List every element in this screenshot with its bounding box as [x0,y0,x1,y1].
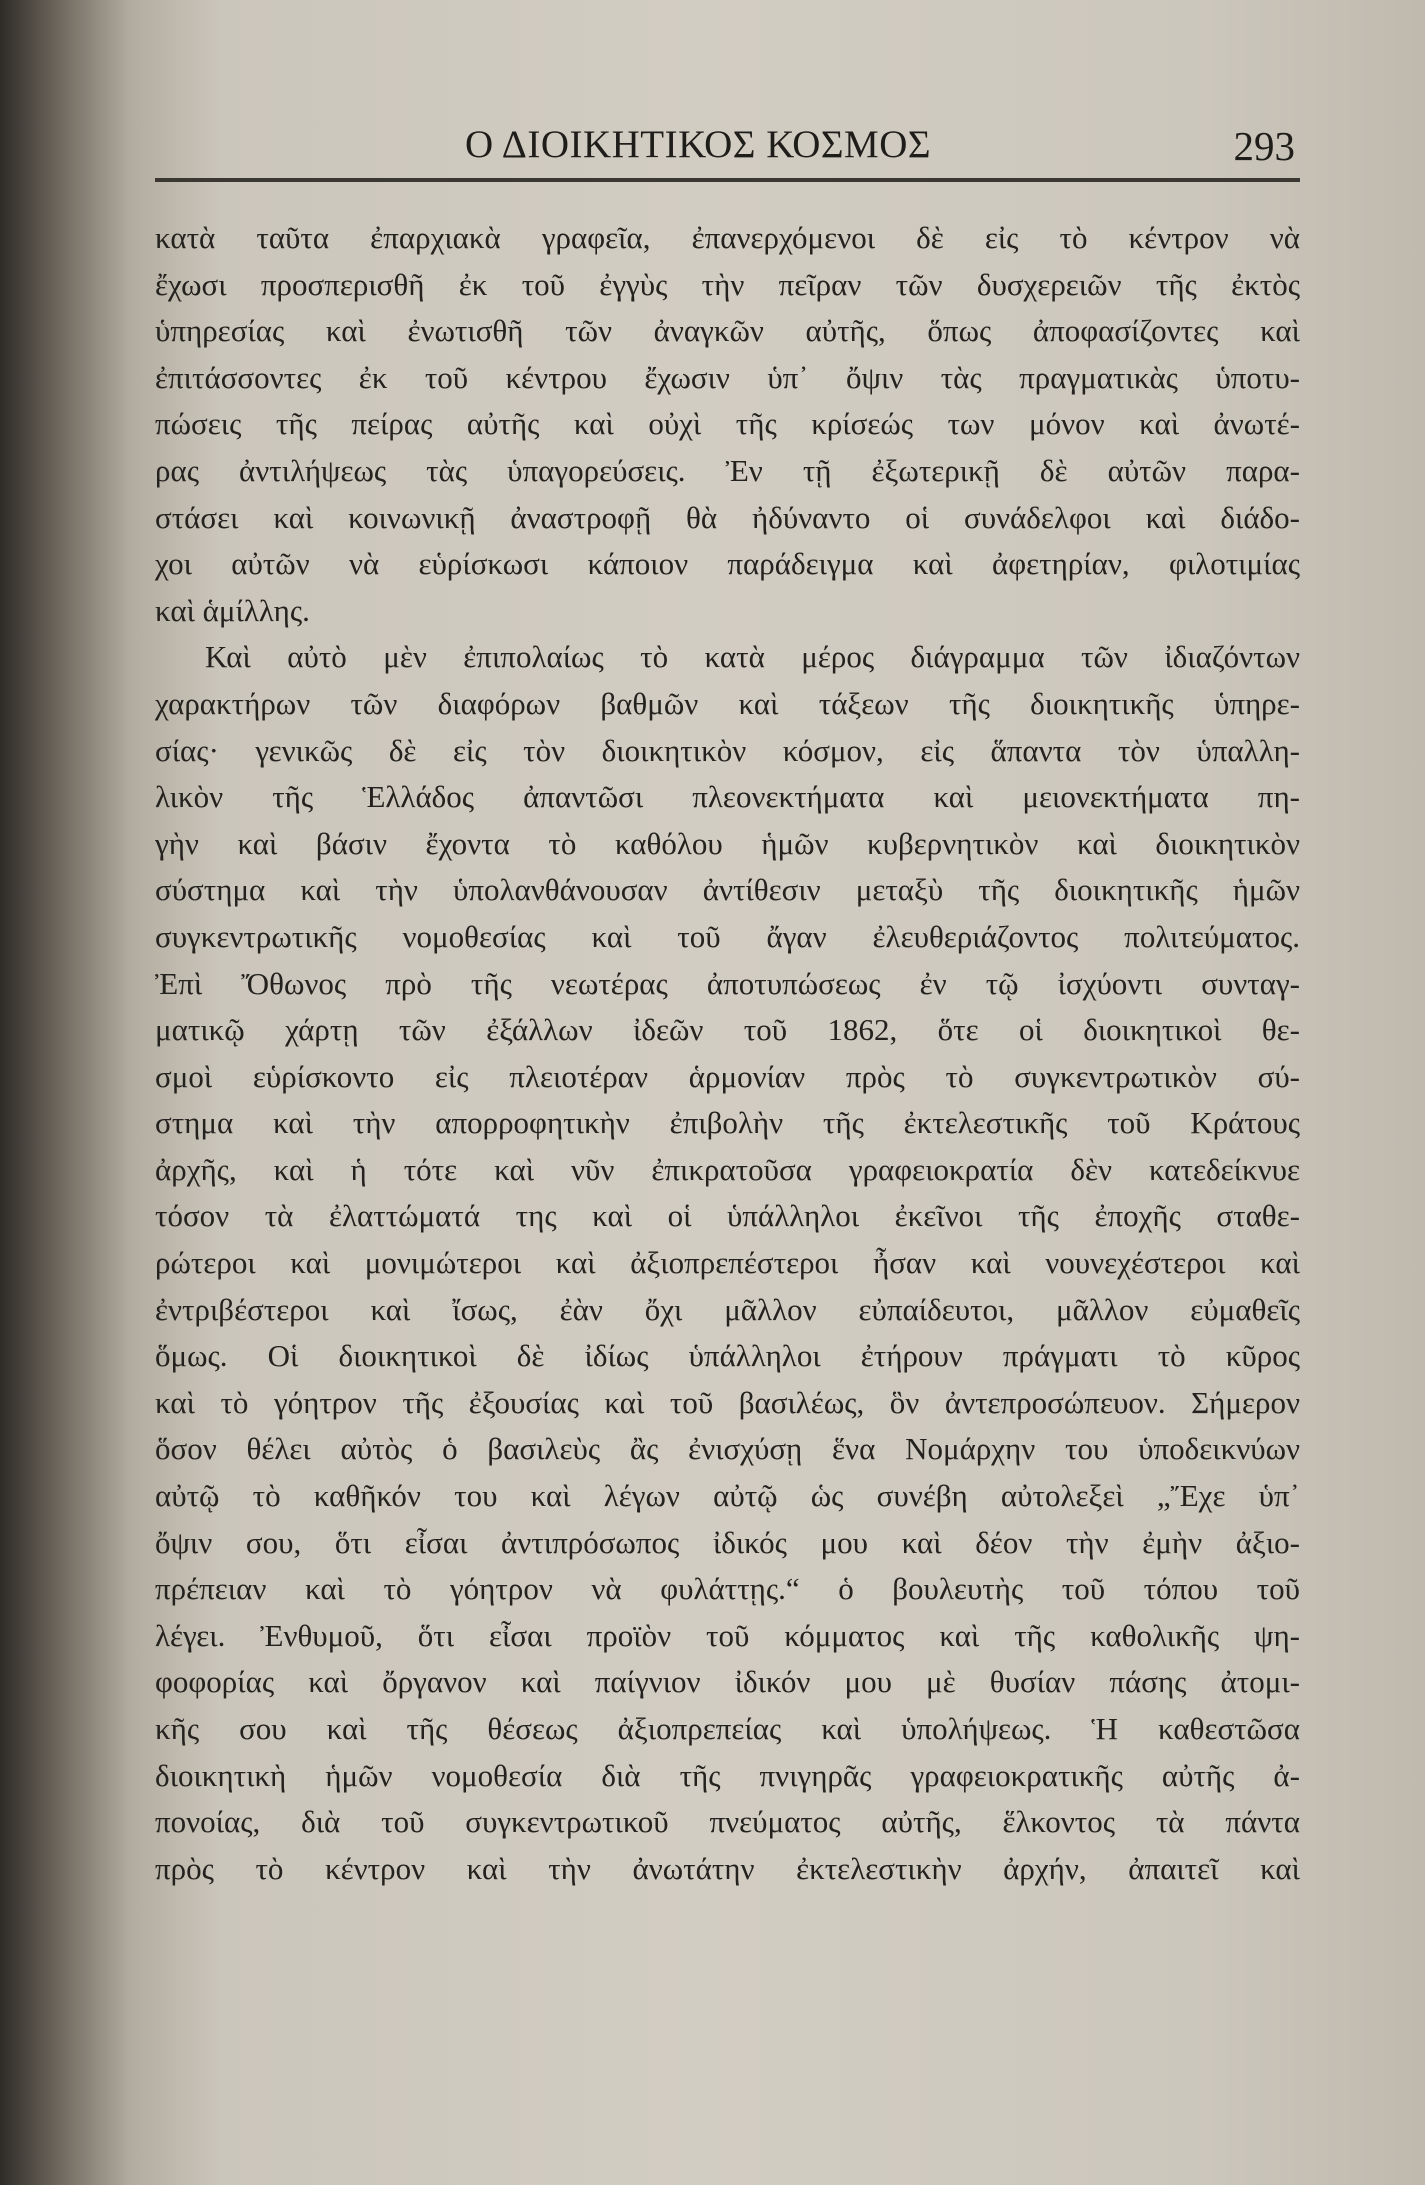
text-line: ὄψιν σου, ὅτι εἶσαι ἀντιπρόσωπος ἰδικός μου καὶ δέον τὴν ἐμὴν ἀξιο- [155,1524,1300,1560]
paragraph [155,215,1300,634]
text-line: χοι αὐτῶν νὰ εὑρίσκωσι κάποιον παράδειγμα καὶ ἀφετηρίαν, φιλοτιμίας [155,546,1300,582]
text-line: διοικητικὴ ἡμῶν νομοθεσία διὰ τῆς πνιγηρᾶς γραφειοκρατικῆς αὐτῆς ἀ- [155,1757,1300,1793]
text-line: ἀρχῆς, καὶ ἡ τότε καὶ νῦν ἐπικρατοῦσα γραφειοκρατία δὲν κατεδείκνυε [155,1151,1300,1187]
text-line: ἔχωσι προσπερισθῆ ἐκ τοῦ ἐγγὺς τὴν πεῖραν τῶν δυσχερειῶν τῆς ἐκτὸς [155,266,1300,302]
text-line: σμοὶ εὑρίσκοντο εἰς πλειοτέραν ἁρμονίαν πρὸς τὸ συγκεντρωτικὸν σύ- [155,1058,1300,1094]
text-line: χαρακτήρων τῶν διαφόρων βαθμῶν καὶ τάξεων τῆς διοικητικῆς ὑπηρε- [155,685,1300,721]
text-line: στημα καὶ τὴν απορροφητικὴν ἐπιβολὴν τῆς ἐκτελεστικῆς τοῦ Κράτους [155,1105,1300,1141]
text-line: καὶ ἁμίλλης. [155,592,310,628]
text-line: πρέπειαν καὶ τὸ γόητρον νὰ φυλάττῃς.“ ὁ βουλευτὴς τοῦ τόπου τοῦ [155,1571,1300,1607]
text-line: στάσει καὶ κοινωνικῇ ἀναστροφῇ θὰ ἠδύναντο οἱ συνάδελφοι καὶ διάδο- [155,499,1300,535]
text-line: σίας· γενικῶς δὲ εἰς τὸν διοικητικὸν κόσμον, εἰς ἅπαντα τὸν ὑπαλλη- [155,732,1300,768]
text-line: Ἐπὶ Ὄθωνος πρὸ τῆς νεωτέρας ἀποτυπώσεως ἐν τῷ ἰσχύοντι συνταγ- [155,965,1300,1001]
text-line: ματικῷ χάρτῃ τῶν ἐξάλλων ἰδεῶν τοῦ 1862, ὅτε οἱ διοικητικοὶ θε- [155,1012,1300,1048]
text-line: ἐντριβέστεροι καὶ ἴσως, ἐὰν ὄχι μᾶλλον εὐπαίδευτοι, μᾶλλον εὐμαθεῖς [155,1291,1300,1327]
text-line: ὅσον θέλει αὐτὸς ὁ βασιλεὺς ἂς ἐνισχύσῃ ἕνα Νομάρχην του ὑποδεικνύων [155,1431,1300,1467]
text-line: τόσον τὰ ἐλαττώματά της καὶ οἱ ὑπάλληλοι ἐκεῖνοι τῆς ἐποχῆς σταθε- [155,1198,1300,1234]
text-line: ρώτεροι καὶ μονιμώτεροι καὶ ἀξιοπρεπέστεροι ἦσαν καὶ νουνεχέστεροι καὶ [155,1245,1300,1281]
page-number: 293 [1233,123,1295,169]
text-line: πονοίας, διὰ τοῦ συγκεντρωτικοῦ πνεύματος αὐτῆς, ἕλκοντος τὰ πάντα [155,1804,1300,1840]
text-line: γὴν καὶ βάσιν ἔχοντα τὸ καθόλου ἡμῶν κυβερνητικὸν καὶ διοικητικὸν [155,825,1300,861]
paragraph [155,634,1300,1892]
text-line: σύστημα καὶ τὴν ὑπολανθάνουσαν ἀντίθεσιν μεταξὺ τῆς διοικητικῆς ἡμῶν [155,872,1300,908]
text-line: κατὰ ταῦτα ἐπαρχιακὰ γραφεῖα, ἐπανερχόμενοι δὲ εἰς τὸ κέντρον νὰ [155,220,1300,255]
text-line: ὑπηρεσίας καὶ ἐνωτισθῆ τῶν ἀναγκῶν αὐτῆς, ὅπως ἀποφασίζοντες καὶ [155,313,1300,349]
text-line: πώσεις τῆς πείρας αὐτῆς καὶ οὐχὶ τῆς κρίσεώς των μόνον καὶ ἀνωτέ- [155,406,1300,442]
page-header [445,118,1295,178]
text-line: συγκεντρωτικῆς νομοθεσίας καὶ τοῦ ἄγαν ἐλευθεριάζοντος πολιτεύματος. [155,918,1300,954]
text-line: ἐπιτάσσοντες ἐκ τοῦ κέντρου ἔχωσιν ὑπ᾿ ὄψιν τὰς πραγματικὰς ὑποτυ- [155,359,1300,395]
text-line: κῆς σου καὶ τῆς θέσεως ἀξιοπρεπείας καὶ ὑπολήψεως. Ἡ καθεστῶσα [155,1711,1300,1746]
text-line: πρὸς τὸ κέντρον καὶ τὴν ἀνωτάτην ἐκτελεστικὴν ἀρχήν, ἀπαιτεῖ καὶ [155,1850,1300,1886]
text-line: Καὶ αὐτὸ μὲν ἐπιπολαίως τὸ κατὰ μέρος διάγραμμα τῶν ἰδιαζόντων [205,639,1300,675]
text-line: λέγει. Ἐνθυμοῦ, ὅτι εἶσαι προϊὸν τοῦ κόμματος καὶ τῆς καθολικῆς ψη- [155,1617,1300,1653]
running-title: Ο ΔΙΟΙΚΗΤΙΚΟΣ ΚΟΣΜΟΣ [465,123,932,166]
header-rule [155,178,1300,182]
text-line: αὐτῷ τὸ καθῆκόν του καὶ λέγων αὐτῷ ὡς συνέβη αὐτολεξεὶ „Ἔχε ὑπ᾿ [155,1478,1300,1514]
text-line: φοφορίας καὶ ὄργανον καὶ παίγνιον ἰδικόν μου μὲ θυσίαν πάσης ἀτομι- [155,1664,1300,1700]
text-line: λικὸν τῆς Ἑλλάδος ἀπαντῶσι πλεονεκτήματα καὶ μειονεκτήματα πη- [155,779,1300,815]
body-text [155,215,1300,1892]
text-line: ὅμως. Οἱ διοικητικοὶ δὲ ἰδίως ὑπάλληλοι ἐτήρουν πράγματι τὸ κῦρος [155,1338,1300,1374]
text-line: καὶ τὸ γόητρον τῆς ἐξουσίας καὶ τοῦ βασιλέως, ὃν ἀντεπροσώπευον. Σήμερον [155,1384,1300,1420]
text-line: ρας ἀντιλήψεως τὰς ὑπαγορεύσεις. Ἐν τῇ ἐξωτερικῇ δὲ αὐτῶν παρα- [155,452,1300,488]
